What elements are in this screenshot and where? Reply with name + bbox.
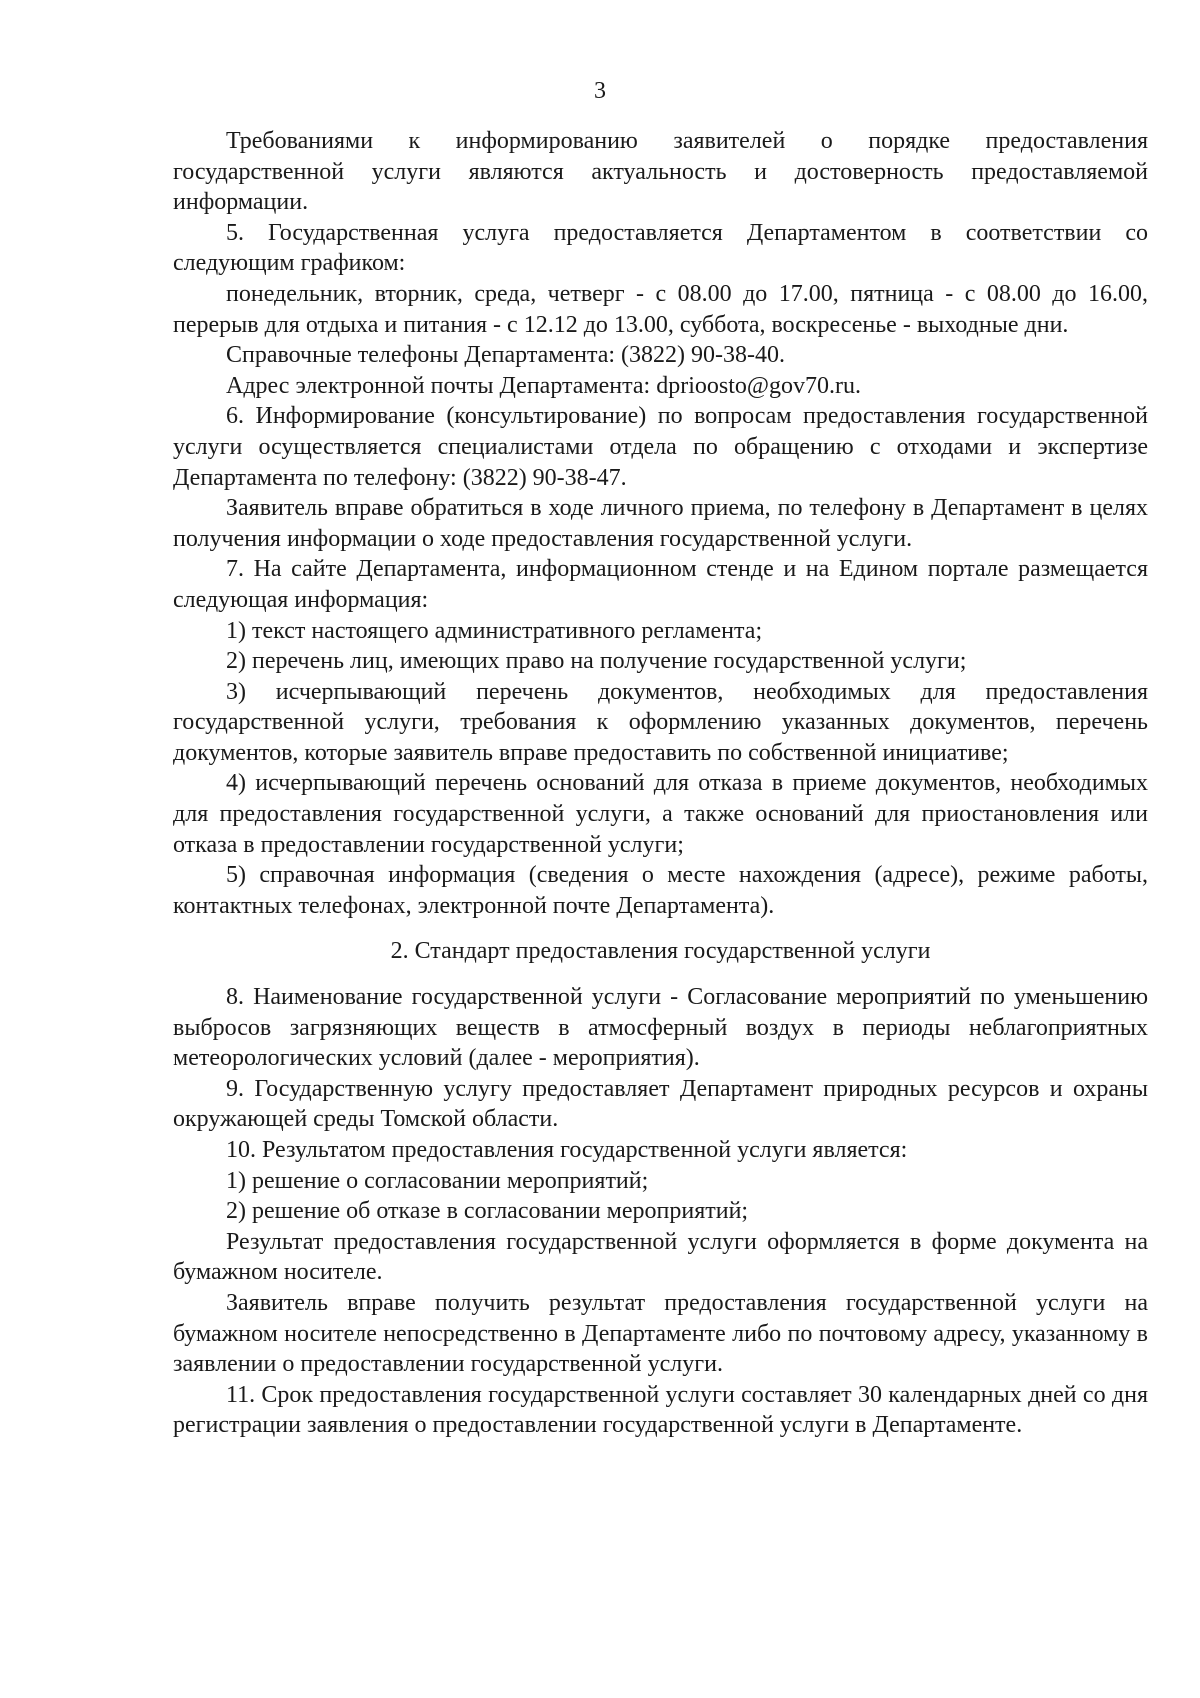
- paragraph-info-requirements: Требованиями к информированию заявителей о порядке предоставления государственной услуги являются актуальность и достоверность предоставляемой информации.: [173, 128, 1148, 216]
- paragraph-8: 8. Наименование государственной услуги - Согласование мероприятий по уменьшению выбросов загрязняющих веществ в атмосферный воздух в периоды неблагоприятных метеорологических условий (далее - мероприятия).: [173, 984, 1148, 1072]
- paragraph-phones: Справочные телефоны Департамента: (3822) 90-38-40.: [226, 342, 786, 369]
- paragraph-6: 6. Информирование (консультирование) по вопросам предоставления государственной услуги осуществляется специалистами отдела по обращению с отходами и экспертизе Департамента по телефону: (3822) 90-38-47.: [173, 403, 1148, 491]
- paragraph-schedule: понедельник, вторник, среда, четверг - с 08.00 до 17.00, пятница - с 08.00 до 16.00, перерыв для отдыха и питания - с 12.12 до 13.00, суббота, воскресенье - выходные дни.: [173, 280, 1148, 338]
- paragraph-10: 10. Результатом предоставления государственной услуги является:: [226, 1137, 908, 1163]
- list-item-5: 5) справочная информация (сведения о месте нахождения (адресе), режиме работы, контактных телефонах, электронной почте Департамента).: [173, 862, 1148, 919]
- paragraph-11: 11. Срок предоставления государственной услуги составляет 30 календарных дней со дня регистрации заявления о предоставлении государственной услуги в Департаменте.: [173, 1381, 1148, 1439]
- page-number: 3: [594, 78, 606, 104]
- list-item-1: 1) текст настоящего административного регламента;: [226, 617, 763, 644]
- paragraph-applicant: Заявитель вправе обратиться в ходе личного приема, по телефону в Департамент в целях получения информации о ходе предоставления государственной услуги.: [173, 495, 1148, 552]
- paragraph-email: Адрес электронной почты Департамента: dprioosto@gov70.ru.: [226, 372, 861, 399]
- paragraph-10-item-2: 2) решение об отказе в согласовании мероприятий;: [226, 1198, 749, 1225]
- paragraph-result-form: Результат предоставления государственной услуги оформляется в форме документа на бумажном носителе.: [173, 1228, 1148, 1286]
- list-item-4: 4) исчерпывающий перечень оснований для отказа в приеме документов, необходимых для предоставления государственной услуги, а также оснований для приостановления или отказа в предоставлении государственной услуги;: [173, 770, 1148, 858]
- paragraph-result-receive: Заявитель вправе получить результат предоставления государственной услуги на бумажном носителе непосредственно в Департаменте либо по почтовому адресу, указанному в заявлении о предоставлении государственной услуги.: [173, 1289, 1148, 1378]
- list-item-2: 2) перечень лиц, имеющих право на получение государственной услуги;: [226, 648, 967, 675]
- paragraph-7: 7. На сайте Департамента, информационном стенде и на Едином портале размещается следующая информация:: [173, 556, 1148, 613]
- section-heading-2: 2. Стандарт предоставления государственной услуги: [390, 938, 931, 965]
- paragraph-10-item-1: 1) решение о согласовании мероприятий;: [226, 1167, 649, 1194]
- paragraph-9: 9. Государственную услугу предоставляет Департамент природных ресурсов и охраны окружающей среды Томской области.: [173, 1075, 1148, 1133]
- list-item-3: 3) исчерпывающий перечень документов, необходимых для предоставления государственной услуги, требования к оформлению указанных документов, перечень документов, которые заявитель вправе предоставить по собственной инициативе;: [173, 678, 1148, 766]
- paragraph-5: 5. Государственная услуга предоставляется Департаментом в соответствии со следующим графиком:: [173, 219, 1148, 277]
- document-body: [173, 126, 1148, 1441]
